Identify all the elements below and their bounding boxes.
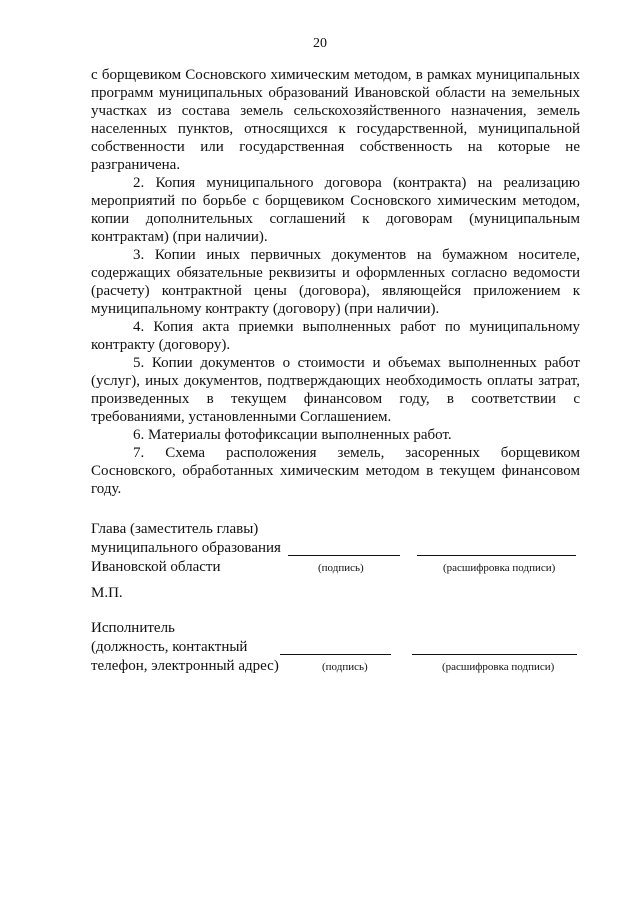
page-number: 20 [313,36,327,51]
head-title-line-2 [91,539,580,558]
paragraph-1-continuation: с борщевиком Сосновского химическим методом, в рамках муниципальных программ муниципальных образований Ивановской области на земельных участках из состава земель сельскохозяйственного назначения, земель населенных пунктов, относящихся к государственной, муниципальной собственности или государственная собственность на которые не разграничена. [91,67,580,173]
document-body [91,66,580,498]
head-signature-underline [288,555,400,556]
paragraph-2: 2. Копия муниципального договора (контракта) на реализацию мероприятий по борьбе с борщевиком Сосновского химическим методом, копии дополнительных соглашений к договорам (муниципальным контрактам) (при наличии). [91,175,580,245]
head-title-text-3: Ивановской области [91,559,221,575]
head-title-text-2: муниципального образования [91,540,281,556]
paragraph-5: 5. Копии документов о стоимости и объемах выполненных работ (услуг), иных документов, подтверждающих необходимость оплаты затрат, произведенных в текущем финансовом году, в соответствии с требованиями, установленными Соглашением. [91,355,580,425]
paragraph-6: 6. Материалы фотофиксации выполненных работ. [133,427,452,443]
executor-decoding-underline [412,654,577,655]
head-decoding-underline [417,555,576,556]
head-title-line-3 [91,558,580,577]
executor-signature-caption: (подпись) [322,661,368,673]
executor-title-line-2 [91,638,580,657]
head-decoding-caption: (расшифровка подписи) [443,562,556,574]
executor-decoding-caption: (расшифровка подписи) [442,661,555,673]
head-signature-caption: (подпись) [318,562,364,574]
paragraph-7: 7. Схема расположения земель, засоренных борщевиком Сосновского, обработанных химическим методом в текущем финансовом году. [91,445,580,497]
executor-title-text-3: телефон, электронный адрес) [91,658,279,674]
executor-signature-underline [280,654,391,655]
head-title-line-1 [91,520,580,539]
executor-title-line-1 [91,619,580,638]
executor-title-text-1: Исполнитель [91,620,175,636]
executor-signature-block [91,619,580,676]
executor-title-line-3 [91,657,580,676]
head-signature-block [91,520,580,577]
head-title-text-1: Глава (заместитель главы) [91,521,259,537]
executor-title-text-2: (должность, контактный [91,639,248,655]
paragraph-3: 3. Копии иных первичных документов на бумажном носителе, содержащих обязательные реквизиты и оформленных согласно ведомости (расчету) контрактной цены (договора), являющейся приложением к муниципальному контракту (договору) (при наличии). [91,247,580,317]
paragraph-4: 4. Копия акта приемки выполненных работ по муниципальному контракту (договору). [91,319,580,353]
seal-placeholder: М.П. [91,585,123,601]
